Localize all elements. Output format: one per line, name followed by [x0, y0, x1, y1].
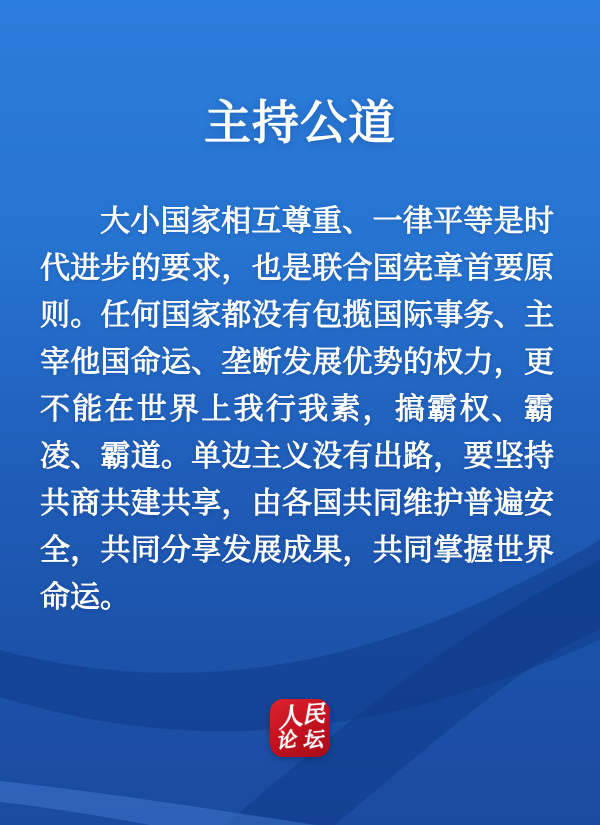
peoples-tribune-logo-seal	[270, 699, 330, 757]
logo-char-lun: 论	[274, 728, 298, 754]
page-title: 主持公道	[204, 96, 396, 149]
logo-char-tan: 坛	[301, 728, 324, 753]
logo-char-min: 民	[301, 700, 326, 728]
logo-char-ren: 人	[274, 702, 305, 734]
body-paragraph: 大小国家相互尊重、一律平等是时代进步的要求，也是联合国宪章首要原则。任何国家都没有包揽国际事务、主宰他国命运、垄断发展优势的权力，更不能在世界上我行我素，搞霸权、霸凌、霸道。单边主义没有出路，要坚持共商共建共享，由各国共同维护普遍安全，共同分享发展成果，共同掌握世界命运。	[40, 205, 554, 614]
